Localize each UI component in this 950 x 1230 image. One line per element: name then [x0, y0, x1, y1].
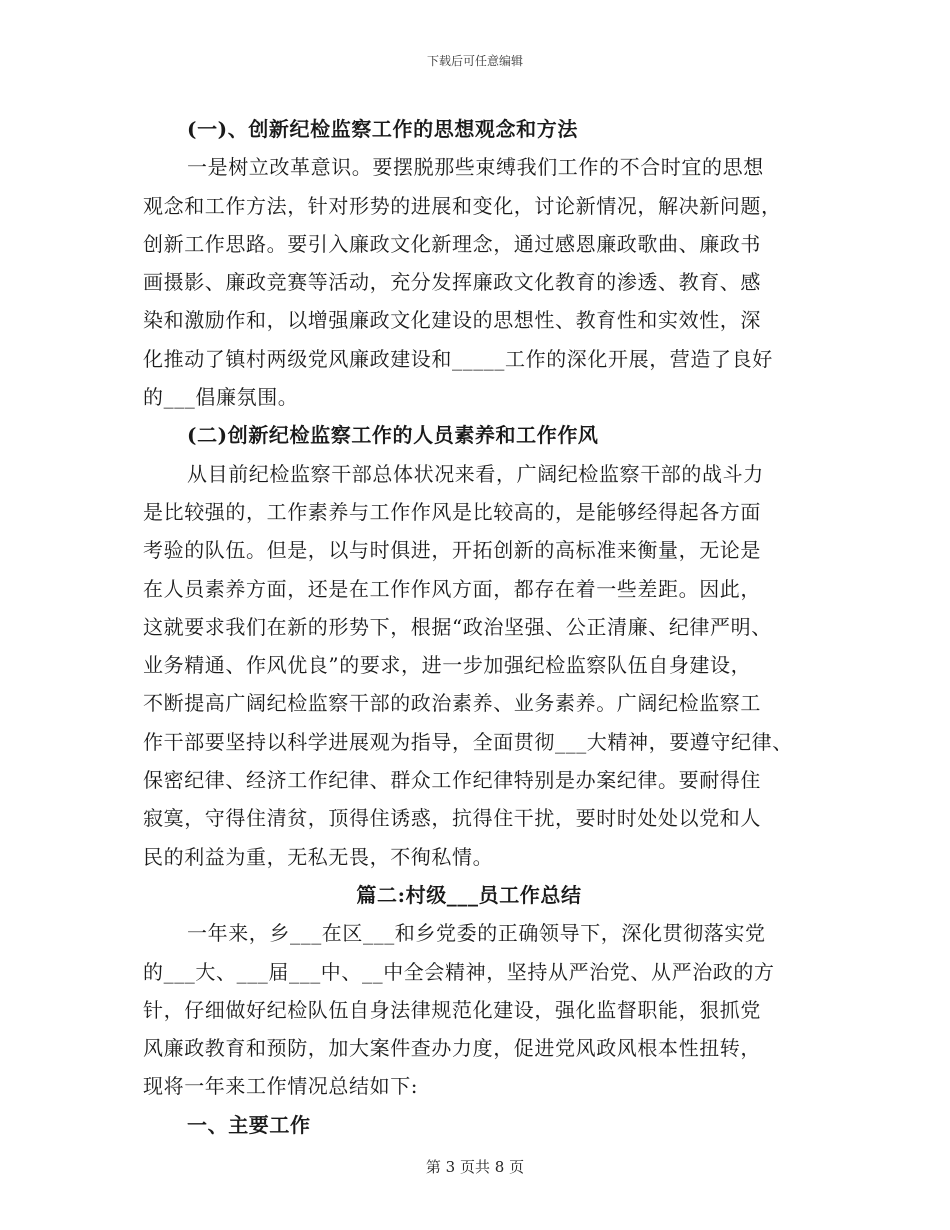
page-footer: 第 3 页共 8 页	[425, 1158, 525, 1176]
paragraph-line: 业务精通、作风优良”的要求，进一步加强纪检监察队伍自身建设，	[143, 653, 752, 678]
document-body	[143, 110, 815, 1144]
paragraph-line: 针，仔细做好纪检队伍自身法律规范化建设，强化监督职能，狠抓党	[143, 997, 761, 1022]
paragraph-line: 风廉政教育和预防，加大案件查办力度，促进党风政风根本性扭转，	[143, 1036, 761, 1061]
paragraph-line: 保密纪律、经济工作纪律、群众工作纪律特别是办案纪律。要耐得住	[143, 768, 761, 793]
paragraph-line: 是比较强的，工作素养与工作作风是比较高的，是能够经得起各方面	[143, 499, 761, 524]
article-title: 篇二:村级___员工作总结	[356, 882, 582, 907]
paragraph-line: 在人员素养方面，还是在工作作风方面，都存在着一些差距。因此，	[143, 576, 761, 601]
paragraph-line: 的___倡廉氛围。	[143, 385, 299, 410]
paragraph-line: 画摄影、廉政竞赛等活动，充分发挥廉政文化教育的渗透、教育、感	[143, 270, 761, 295]
section-heading-1: (一)、创新纪检监察工作的思想观念和方法	[187, 117, 578, 141]
paragraph-line: 现将一年来工作情况总结如下:	[143, 1074, 419, 1099]
section-heading-3: 一、主要工作	[187, 1112, 311, 1137]
paragraph-line: 的___大、___届___中、__中全会精神，坚持从严治党、从严治政的方	[143, 959, 775, 984]
paragraph-line: 考验的队伍。但是，以与时俱进，开拓创新的高标准来衡量，无论是	[143, 538, 761, 563]
paragraph-line: 化推动了镇村两级党风廉政建设和_____工作的深化开展，营造了良好	[143, 346, 773, 371]
paragraph-line: 染和激励作和，以增强廉政文化建设的思想性、教育性和实效性，深	[143, 308, 761, 333]
paragraph-line: 从目前纪检监察干部总体状况来看，广阔纪检监察干部的战斗力	[187, 461, 764, 486]
page-header: 下载后可任意编辑	[426, 54, 523, 68]
paragraph-line: 这就要求我们在新的形势下，根据“政治坚强、公正清廉、纪律严明、	[143, 614, 772, 639]
paragraph-line: 创新工作思路。要引入廉政文化新理念，通过感恩廉政歌曲、廉政书	[143, 231, 761, 256]
paragraph-line: 一年来，乡___在区___和乡党委的正确领导下，深化贯彻落实党	[187, 921, 766, 946]
paragraph-line: 观念和工作方法，针对形势的进展和变化，讨论新情况，解决新问题，	[143, 193, 782, 218]
paragraph-line: 不断提高广阔纪检监察干部的政治素养、业务素养。广阔纪检监察工	[143, 691, 761, 716]
section-heading-2: (二)创新纪检监察工作的人员素养和工作作风	[187, 423, 599, 448]
paragraph-line: 民的利益为重，无私无畏，不徇私情。	[143, 844, 494, 869]
paragraph-line: 作干部要坚持以科学进展观为指导，全面贯彻___大精神，要遵守纪律、	[143, 729, 793, 754]
paragraph-line: 寂寞，守得住清贫，顶得住诱惑，抗得住干扰，要时时处处以党和人	[143, 806, 761, 831]
paragraph-line: 一是树立改革意识。要摆脱那些束缚我们工作的不合时宜的思想	[187, 155, 764, 180]
